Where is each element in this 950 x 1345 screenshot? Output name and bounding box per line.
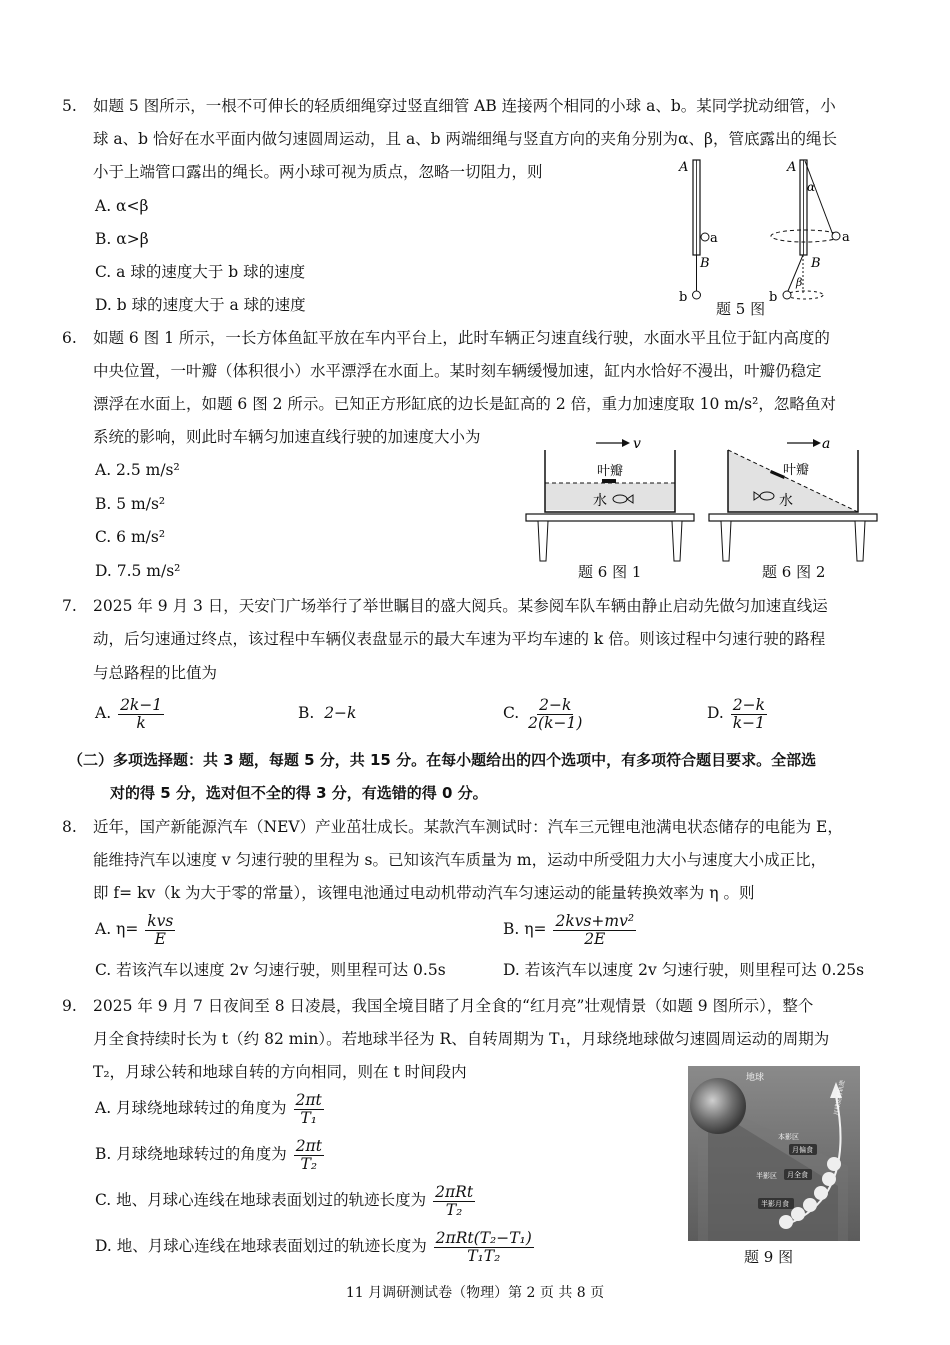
q7-stem-line2: 动，后匀速通过终点，该过程中车辆仪表盘显示的最大车速为平均车速的 k 倍。则该过程中匀速行驶的路程 xyxy=(93,630,826,648)
q8-option-b xyxy=(503,909,638,949)
q6-stem-line3: 漂浮在水面上，如题 6 图 2 所示。已知正方形缸底的边长是缸高的 2 倍，重力加速度取 10 m/s²，忽略鱼对 xyxy=(93,395,836,413)
q8-option-d: D. 若该汽车以速度 2v 匀速行驶，则里程可达 0.25s xyxy=(503,961,865,979)
q8-option-b-label: B. η= xyxy=(503,920,547,938)
q8-stem-line1: 近年，国产新能源汽车（NEV）产业茁壮成长。某款汽车测试时：汽车三元锂电池满电状态储存的电能为 E， xyxy=(93,818,843,836)
q6-figure2-caption: 题 6 图 2 xyxy=(762,563,826,581)
q8-option-b-numerator: 2kvs+mv² xyxy=(555,911,635,930)
q9-earth-label: 地球 xyxy=(746,1073,765,1083)
q5-stem-line2: 球 a、b 恰好在水平面内做匀速圆周运动，且 a、b 两端细绳与竖直方向的夹角分别为α、β，管底露出的绳长 xyxy=(93,130,837,148)
q9-penumbra-label: 半影区 xyxy=(756,1172,777,1180)
q7-option-b xyxy=(298,703,356,723)
q7-option-c xyxy=(503,693,586,733)
q9-option-c-label: C. 地、月球心连线在地球表面划过的轨迹长度为 xyxy=(95,1191,427,1209)
q5-string-a xyxy=(805,161,833,235)
q9-total-label: 月全食 xyxy=(787,1171,808,1179)
q9-figure xyxy=(688,1066,860,1241)
q5-option-d: D. b 球的速度大于 a 球的速度 xyxy=(95,296,306,314)
q5-label-A-left: A xyxy=(679,160,689,175)
q6-number: 6. xyxy=(62,329,77,347)
q7-option-c-denominator: 2(k−1) xyxy=(528,713,583,732)
q6-fig2-platform xyxy=(709,514,877,521)
q9-option-d-label: D. 地、月球心连线在地球表面划过的轨迹长度为 xyxy=(95,1237,427,1255)
q9-partial-label: 月偏食 xyxy=(792,1146,813,1154)
q9-direction-label: 月球运行轨迹 xyxy=(833,1079,847,1117)
q9-moon-5 xyxy=(822,1172,836,1186)
q9-option-b-numerator: 2πt xyxy=(295,1136,322,1155)
q7-option-b-label: B. xyxy=(298,704,315,722)
q9-moon-6 xyxy=(827,1157,841,1171)
q7-option-a-denominator: k xyxy=(136,713,146,732)
q9-number: 9. xyxy=(62,997,77,1015)
q9-figure-caption: 题 9 图 xyxy=(744,1248,794,1266)
q8-option-a-numerator: kvs xyxy=(147,911,174,930)
q8-stem-line3: 即 f= kv（k 为大于零的常量），该锂电池通过电动机带动汽车匀速运动的能量转换效率为 η 。则 xyxy=(93,884,755,902)
q9-option-b-label: B. 月球绕地球转过的角度为 xyxy=(95,1145,287,1163)
q9-option-d-numerator: 2πRt(T₂−T₁) xyxy=(435,1228,532,1247)
q8-option-a xyxy=(95,909,177,949)
q5-figure xyxy=(665,155,890,315)
q5-ball-a-left xyxy=(701,233,709,241)
q9-stem-line3: T₂，月球公转和地球自转的方向相同，则在 t 时间段内 xyxy=(93,1063,467,1081)
q6-fig1-leg-left xyxy=(538,521,548,561)
q7-option-a-numerator: 2k−1 xyxy=(120,695,163,714)
q9-option-a-denominator: T₁ xyxy=(300,1108,317,1127)
q5-number: 5. xyxy=(62,97,77,115)
q6-stem-line1: 如题 6 图 1 所示，一长方体鱼缸平放在车内平台上，此时车辆正匀速直线行驶，水面水平且位于缸内高度的 xyxy=(93,329,830,347)
q9-option-b xyxy=(95,1134,326,1174)
q5-ball-b-left xyxy=(693,291,701,299)
q6-stem-line4: 系统的影响，则此时车辆匀加速直线行驶的加速度大小为 xyxy=(93,428,481,446)
q6-fig1-leaf-label: 叶瓣 xyxy=(597,464,624,479)
q7-option-a-label: A. xyxy=(95,704,112,722)
q6-fig2-a-label: a xyxy=(822,436,831,452)
q5-label-b-left: b xyxy=(679,290,688,305)
q9-option-b-denominator: T₂ xyxy=(300,1154,318,1173)
section2-heading-line2: 对的得 5 分，选对但不全的得 3 分，有选错的得 0 分。 xyxy=(110,784,488,802)
q8-option-a-label: A. η= xyxy=(95,920,139,938)
q5-option-a: A. α<β xyxy=(95,197,149,215)
q8-stem-line2: 能维持汽车以速度 v 匀速行驶的里程为 s。已知该汽车质量为 m，运动中所受阻力大小与速度大小成正比， xyxy=(93,851,827,869)
q7-option-b-text: 2−k xyxy=(324,704,357,722)
q7-option-d-label: D. xyxy=(707,704,724,722)
q5-label-b-right: b xyxy=(769,290,778,305)
q7-stem-line1: 2025 年 9 月 3 日，天安门广场举行了举世瞩目的盛大阅兵。某参阅车队车辆由静止启动先做匀加速直线运 xyxy=(93,597,828,615)
q9-moon-2 xyxy=(791,1207,805,1221)
q5-orbit-b xyxy=(787,291,823,299)
q5-ball-a-right xyxy=(832,232,840,240)
q6-fig1-water-label: 水 xyxy=(593,493,607,509)
q9-option-c-denominator: T₂ xyxy=(445,1200,463,1219)
q7-option-c-label: C. xyxy=(503,704,520,722)
q6-fig2-water-label: 水 xyxy=(779,493,793,509)
q9-earth-icon xyxy=(690,1078,746,1134)
q6-fig1-leaf xyxy=(602,479,616,483)
q7-option-c-numerator: 2−k xyxy=(539,695,572,714)
q6-fig2-leg-left xyxy=(721,521,731,561)
q7-number: 7. xyxy=(62,597,77,615)
q5-label-a-right: a xyxy=(842,230,850,245)
q6-option-b: B. 5 m/s² xyxy=(95,495,166,513)
q9-option-a-numerator: 2πt xyxy=(295,1090,322,1109)
q5-option-b: B. α>β xyxy=(95,230,149,248)
q5-option-c: C. a 球的速度大于 b 球的速度 xyxy=(95,263,306,281)
q5-stem-line1: 如题 5 图所示，一根不可伸长的轻质细绳穿过竖直细管 AB 连接两个相同的小球 a、b。某同学扰动细管，小 xyxy=(93,97,836,115)
q5-label-A-right: A xyxy=(787,160,797,175)
q7-stem-line3: 与总路程的比值为 xyxy=(93,664,218,682)
q5-label-a-left: a xyxy=(710,231,718,246)
q5-label-alpha: α xyxy=(807,180,816,194)
q6-figure2 xyxy=(705,430,881,565)
q5-label-B-right: B xyxy=(811,256,821,271)
q9-option-d-denominator: T₁T₂ xyxy=(467,1246,501,1265)
q9-option-c xyxy=(95,1180,477,1220)
q9-stem-line2: 月全食持续时长为 t（约 82 min）。若地球半径为 R、自转周期为 T₁，月球绕地球做匀速圆周运动的周期为 xyxy=(93,1030,830,1048)
q8-number: 8. xyxy=(62,818,77,836)
q9-penumbral-label: 半影月食 xyxy=(761,1200,789,1208)
q6-fig1-v-label: v xyxy=(633,436,641,452)
q7-option-a xyxy=(95,693,166,733)
q7-option-d xyxy=(707,693,769,733)
q6-figure1-caption: 题 6 图 1 xyxy=(578,563,642,581)
q8-option-b-denominator: 2E xyxy=(584,929,606,948)
q9-option-a-label: A. 月球绕地球转过的角度为 xyxy=(95,1099,287,1117)
q9-option-a xyxy=(95,1088,326,1128)
q5-stem-line3: 小于上端管口露出的绳长。两小球可视为质点，忽略一切阻力，则 xyxy=(93,163,543,181)
q6-option-d: D. 7.5 m/s² xyxy=(95,562,181,580)
q9-stem-line1: 2025 年 9 月 7 日夜间至 8 日凌晨，我国全境目睹了月全食的“红月亮”壮观情景（如题 9 图所示），整个 xyxy=(93,997,814,1015)
q9-option-c-numerator: 2πRt xyxy=(435,1182,474,1201)
q6-figure1 xyxy=(522,430,698,565)
q5-ball-b-right xyxy=(783,291,791,299)
q5-figure-caption: 题 5 图 xyxy=(716,300,766,318)
q9-moon-3 xyxy=(803,1198,817,1212)
q7-option-d-denominator: k−1 xyxy=(732,713,765,732)
q5-label-beta: β xyxy=(796,276,803,289)
q6-fig1-platform xyxy=(526,514,694,521)
q7-option-d-numerator: 2−k xyxy=(732,695,765,714)
q6-fig1-leg-right xyxy=(672,521,682,561)
section2-heading-line1: （二）多项选择题：共 3 题，每题 5 分，共 15 分。在每小题给出的四个选项中，有多项符合题目要求。全部选 xyxy=(68,751,817,769)
q9-moon-1 xyxy=(779,1215,793,1229)
q6-fig2-leg-right xyxy=(855,521,865,561)
q6-fig1-water xyxy=(545,483,675,510)
q6-option-a: A. 2.5 m/s² xyxy=(95,461,180,479)
q9-moon-4 xyxy=(814,1186,828,1200)
q6-option-c: C. 6 m/s² xyxy=(95,528,166,546)
page-footer: 11 月调研测试卷（物理）第 2 页 共 8 页 xyxy=(345,1285,605,1301)
q9-umbra-label: 本影区 xyxy=(778,1133,799,1141)
q6-fig2-leaf-label: 叶瓣 xyxy=(783,463,810,478)
q8-option-a-denominator: E xyxy=(154,929,166,948)
q9-option-d xyxy=(95,1226,536,1266)
q8-option-c: C. 若该汽车以速度 2v 匀速行驶，则里程可达 0.5s xyxy=(95,961,446,979)
q6-stem-line2: 中央位置，一叶瓣（体积很小）水平漂浮在水面上。某时刻车辆缓慢加速，缸内水恰好不漫出，叶瓣仍稳定 xyxy=(93,362,822,380)
q5-label-B-left: B xyxy=(700,256,710,271)
